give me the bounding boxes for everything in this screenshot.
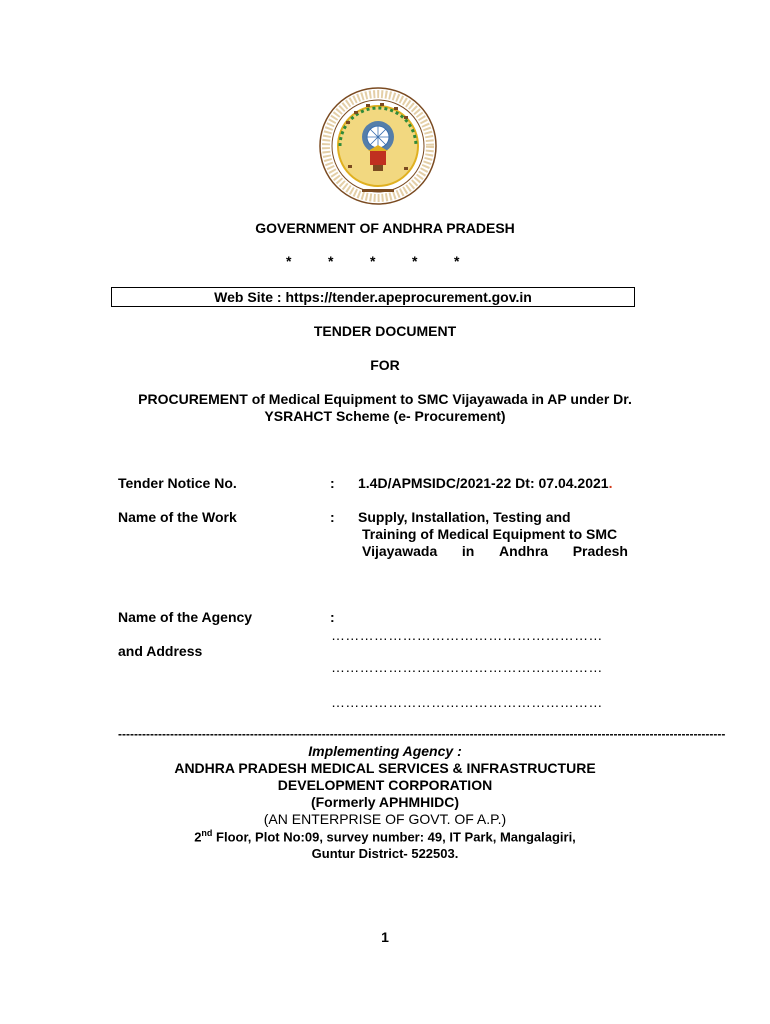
- website-box: Web Site : https://tender.apeprocurement.gov.in: [111, 287, 635, 307]
- government-heading: GOVERNMENT OF ANDHRA PRADESH: [255, 220, 515, 236]
- colon: :: [330, 475, 335, 491]
- trailing-period: .: [608, 475, 613, 491]
- address-label: and Address: [118, 643, 203, 659]
- organization-line-1: ANDHRA PRADESH MEDICAL SERVICES & INFRASTRUCTURE: [174, 760, 596, 776]
- work-word: Vijayawada: [362, 543, 438, 559]
- page-number: 1: [381, 929, 389, 945]
- implementing-agency-label: Implementing Agency :: [308, 743, 462, 759]
- work-description: [358, 509, 628, 560]
- work-word: Andhra: [499, 543, 549, 559]
- work-label: Name of the Work: [118, 509, 237, 525]
- star-separator: [0, 253, 770, 269]
- andhra-pradesh-state-emblem-icon: [318, 85, 438, 207]
- work-word: in: [461, 543, 475, 559]
- address-floor: 2: [194, 829, 202, 845]
- star: *: [370, 253, 376, 269]
- for-label: FOR: [370, 357, 400, 373]
- star: *: [328, 253, 334, 269]
- agency-dotted-line-1: …………………………………………………: [331, 627, 603, 643]
- star: *: [412, 253, 418, 269]
- address-line-2: Guntur District- 522503.: [311, 846, 459, 861]
- document-title: TENDER DOCUMENT: [313, 323, 457, 339]
- agency-dotted-line-2: …………………………………………………: [331, 659, 603, 675]
- colon: :: [330, 609, 335, 625]
- tender-notice-value: [358, 475, 612, 491]
- address-line-1: [0, 828, 770, 844]
- subject-line-1: PROCUREMENT of Medical Equipment to SMC Vijayawada in AP under Dr.: [138, 391, 632, 407]
- colon: :: [330, 509, 335, 525]
- tender-notice-number: 1.4D/APMSIDC/2021-22 Dt: 07.04.2021: [358, 475, 609, 491]
- enterprise-line: (AN ENTERPRISE OF GOVT. OF A.P.): [263, 811, 507, 827]
- address-rest: Floor, Plot No:09, survey number: 49, IT Park, Mangalagiri,: [212, 829, 576, 845]
- work-word: Pradesh: [572, 543, 628, 559]
- work-line-2: Training of Medical Equipment to SMC: [362, 526, 618, 542]
- agency-label: Name of the Agency: [118, 609, 253, 625]
- address-floor-suffix: nd: [201, 828, 213, 838]
- agency-dotted-line-3: …………………………………………………: [331, 694, 603, 710]
- formerly-name: (Formerly APHMHIDC): [310, 794, 460, 810]
- work-line-1: Supply, Installation, Testing and: [358, 509, 571, 525]
- subject-line-2: YSRAHCT Scheme (e- Procurement): [264, 408, 506, 424]
- organization-line-2: DEVELOPMENT CORPORATION: [277, 777, 493, 793]
- tender-notice-label: Tender Notice No.: [118, 475, 237, 491]
- star: *: [454, 253, 460, 269]
- dashed-separator: --------------------------------------------------------------------------------------------------------------------------------------------------------: [118, 727, 726, 741]
- star: *: [286, 253, 292, 269]
- work-line-3: [358, 543, 628, 560]
